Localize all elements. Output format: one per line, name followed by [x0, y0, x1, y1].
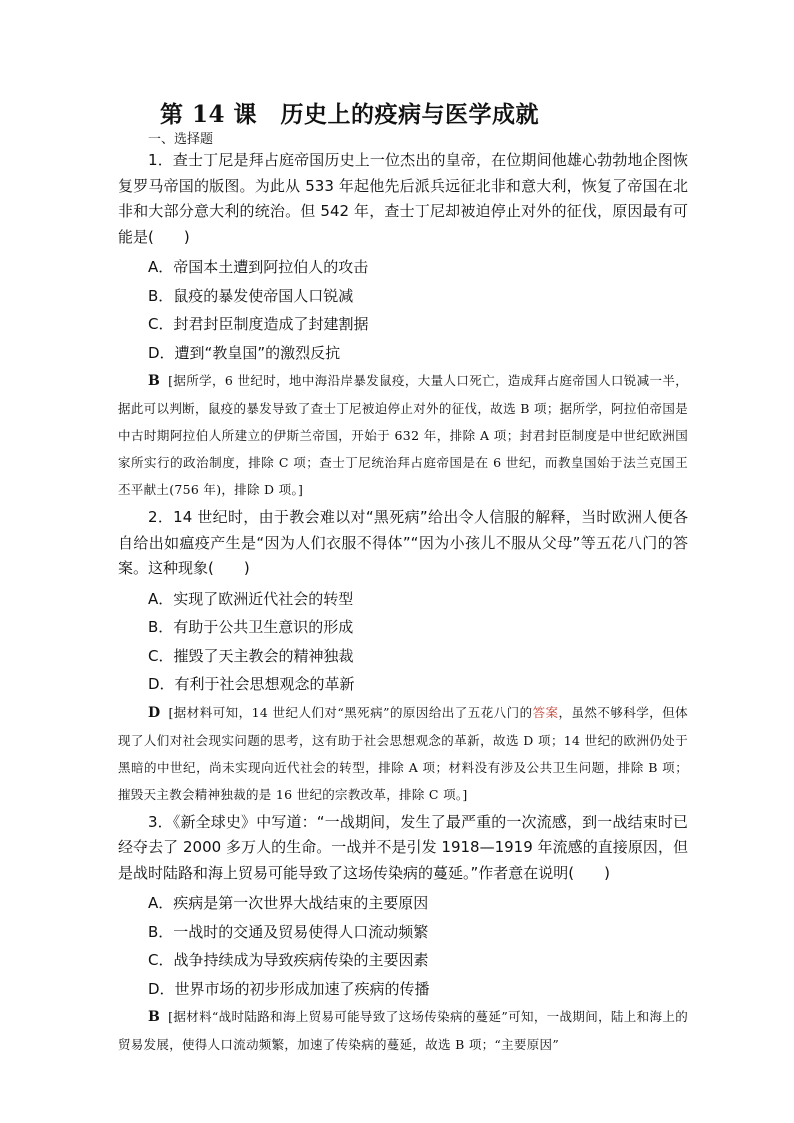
- option-b: B．有助于公共卫生意识的形成: [148, 618, 354, 636]
- answer-letter: D: [148, 704, 161, 721]
- answer-explanation: [118, 367, 688, 503]
- option-c: C．战争持续成为导致疾病传染的主要因素: [148, 951, 429, 969]
- explanation-text: ，虽然不够科学，但体现了人们对社会现实问题的思考，这有助于社会思想观念的革新，故选 D 项；14 世纪的欧洲仍处于黑暗的中世纪，尚未实现向近代社会的转型，排除 A 项；材料没有涉及公共卫生问题，排除 B 项；摧毁天主教会精神独裁的是 16 世纪的宗教改革，排除 C 项。]: [118, 704, 688, 802]
- question-list: [118, 148, 688, 1060]
- option-a: A．实现了欧洲近代社会的转型: [148, 589, 354, 608]
- answer-letter: B: [148, 373, 161, 389]
- option-b: B．鼠疫的暴发使帝国人口锐减: [148, 286, 354, 305]
- option-d: D．有利于社会思想观念的革新: [148, 675, 355, 693]
- explanation-text: [据材料“战时陆路和海上贸易可能导致了这场传染病的蔓延”可知，一战期间，陆上和海上的贸易发展，使得人口流动频繁，加速了传染病的蔓延，故选 B 项；“主要原因”: [118, 1009, 688, 1052]
- answer-letter: B: [148, 1009, 161, 1025]
- option-a: A．疾病是第一次世界大战结束的主要原因: [148, 894, 429, 912]
- page-title: 第 14 课 历史上的疫病与医学成就: [160, 101, 540, 128]
- question-stem: 1．查士丁尼是拜占庭帝国历史上一位杰出的皇帝，在位期间他雄心勃勃地企图恢复罗马帝国的版图。为此从 533 年起他先后派兵远征北非和意大利，恢复了帝国在北非和大部分意大利的统治。但 542 年，查士丁尼却被迫停止对外的征伐，原因最有可能是( ): [118, 151, 688, 246]
- option-c: C．封君封臣制度造成了封建割据: [148, 315, 369, 333]
- answer-explanation: [118, 1003, 688, 1058]
- explanation-text: [据材料可知，14 世纪人们对“黑死病”的原因给出了五花八门的: [168, 704, 533, 720]
- option-c: C．摧毁了天主教会的精神独裁: [148, 646, 354, 665]
- option-d: D．遭到“教皇国”的激烈反抗: [148, 343, 341, 362]
- question-stem: 2．14 世纪时，由于教会难以对“黑死病”给出令人信服的解释，当时欧洲人便各自给出如瘟疫产生是“因为人们衣服不得体”“因为小孩儿不服从父母”等五花八门的答案。这种现象( ): [118, 508, 688, 577]
- answer-explanation: [118, 699, 688, 808]
- option-a: A．帝国本土遭到阿拉伯人的攻击: [148, 258, 369, 276]
- explanation-text: [据所学，6 世纪时，地中海沿岸暴发鼠疫，大量人口死亡，造成拜占庭帝国人口锐减一半，据此可以判断，鼠疫的暴发导致了查士丁尼被迫停止对外的征伐，故选 B 项；据所学，阿拉伯帝国是中古时期阿拉伯人所建立的伊斯兰帝国，开始于 632 年，排除 A 项；封君封臣制度是中世纪欧洲国家所实行的政治制度，排除 C 项；查士丁尼统治拜占庭帝国是在 6 世纪，而教皇国始于法兰克国王丕平献土(756 年)，排除 D 项。]: [118, 373, 688, 497]
- option-d: D．世界市场的初步形成加速了疾病的传播: [148, 979, 430, 998]
- section-heading: 一、选择题: [148, 132, 214, 147]
- option-b: B．一战时的交通及贸易使得人口流动频繁: [148, 922, 429, 941]
- highlighted-word: 答案: [532, 704, 559, 720]
- question-stem: 3．《新全球史》中写道：“一战期间，发生了最严重的一次流感，到一战结束时已经夺去了 2000 多万人的生命。一战并不是引发 1918—1919 年流感的直接原因，但是战时陆路和海上贸易可能导致了这场传染病的蔓延。”作者意在说明( ): [118, 812, 688, 882]
